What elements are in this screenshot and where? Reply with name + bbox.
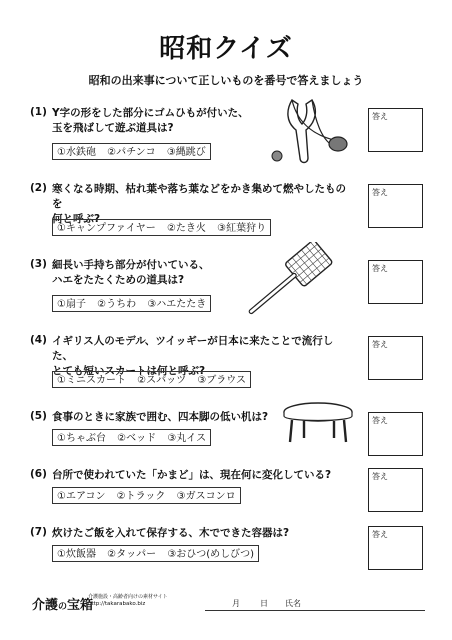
option-2: ②パチンコ xyxy=(107,147,156,158)
question-text: 炊けたご飯を入れて保存する、木でできた容器は? xyxy=(52,527,290,539)
question-number: (4) xyxy=(30,334,47,346)
page-title: 昭和クイズ xyxy=(159,34,293,64)
month-label: 月 xyxy=(232,599,240,608)
option-3: ③紅葉狩り xyxy=(217,223,267,234)
answer-options xyxy=(52,429,211,446)
answer-options xyxy=(52,295,211,312)
name-line[interactable] xyxy=(205,610,425,611)
question-text: 台所で使われていた「かまど」は、現在何に変化している? xyxy=(52,469,332,481)
option-1: ①ちゃぶ台 xyxy=(57,433,106,444)
answer-options xyxy=(52,487,241,504)
answer-options xyxy=(52,371,251,388)
option-1: ①ミニスカート xyxy=(57,375,126,386)
question-number: (3) xyxy=(30,258,47,270)
answer-box[interactable] xyxy=(368,108,423,152)
answer-box[interactable] xyxy=(368,184,423,228)
question-text: イギリス人のモデル、ツイッギーが日本に来たことで流行した、 とても短いスカートは何と呼ぶ? xyxy=(52,335,334,377)
option-2: ②スパッツ xyxy=(137,375,187,386)
option-3: ③ブラウス xyxy=(197,375,246,386)
option-1: ①キャンプファイヤー xyxy=(57,223,156,234)
answer-box[interactable] xyxy=(368,468,423,512)
option-2: ②タッパー xyxy=(107,549,157,560)
answer-box[interactable] xyxy=(368,260,423,304)
option-2: ②たき火 xyxy=(166,223,206,234)
answer-options xyxy=(52,545,259,562)
question-number: (1) xyxy=(30,106,47,118)
answer-label: 答え xyxy=(372,416,388,425)
answer-box[interactable] xyxy=(368,526,423,570)
site-tagline: 介護施設・高齢者向けの素材サイト http://takarabako.biz xyxy=(88,594,168,607)
answer-label: 答え xyxy=(372,530,388,539)
day-label: 日 xyxy=(260,599,268,608)
option-2: ②うちわ xyxy=(97,299,137,310)
answer-options xyxy=(52,143,211,160)
answer-label: 答え xyxy=(372,340,388,349)
option-1: ①扇子 xyxy=(57,299,86,310)
option-1: ①エアコン xyxy=(57,491,106,502)
question-text: 食事のときに家族で囲む、四本脚の低い机は? xyxy=(52,411,269,423)
answer-label: 答え xyxy=(372,112,388,121)
page-instructions: 昭和の出来事について正しいものを番号で答えましょう xyxy=(88,74,364,87)
option-1: ①炊飯器 xyxy=(57,549,96,560)
question-text: Y字の形をした部分にゴムひもが付いた、 玉を飛ばして遊ぶ道具は? xyxy=(52,107,249,134)
answer-label: 答え xyxy=(372,472,388,481)
question-number: (2) xyxy=(30,182,47,194)
question-number: (7) xyxy=(30,526,47,538)
option-2: ②トラック xyxy=(116,491,166,502)
chabudai-table-icon xyxy=(282,400,354,446)
option-3: ③ハエたたき xyxy=(147,299,207,310)
slingshot-icon xyxy=(268,96,350,170)
answer-label: 答え xyxy=(372,264,388,273)
site-url[interactable]: http://takarabako.biz xyxy=(88,601,146,607)
name-label: 氏名 xyxy=(285,599,301,608)
option-3: ③丸イス xyxy=(167,433,207,444)
site-logo: 介護の宝箱 xyxy=(32,598,94,613)
option-3: ③おひつ(めしびつ) xyxy=(167,549,255,560)
fly-swatter-icon xyxy=(240,242,352,332)
question-number: (6) xyxy=(30,468,47,480)
answer-options xyxy=(52,219,271,236)
question-text: 寒くなる時期、枯れ葉や落ち葉などをかき集めて燃やしたものを 何と呼ぶ? xyxy=(52,183,346,225)
option-2: ②ベッド xyxy=(117,433,157,444)
question-number: (5) xyxy=(30,410,47,422)
answer-label: 答え xyxy=(372,188,388,197)
option-1: ①水鉄砲 xyxy=(57,147,96,158)
option-3: ③縄跳び xyxy=(166,147,206,158)
question-text: 細長い手持ち部分が付いている、 ハエをたたくための道具は? xyxy=(52,259,210,286)
answer-box[interactable] xyxy=(368,412,423,456)
option-3: ③ガスコンロ xyxy=(176,491,236,502)
answer-box[interactable] xyxy=(368,336,423,380)
